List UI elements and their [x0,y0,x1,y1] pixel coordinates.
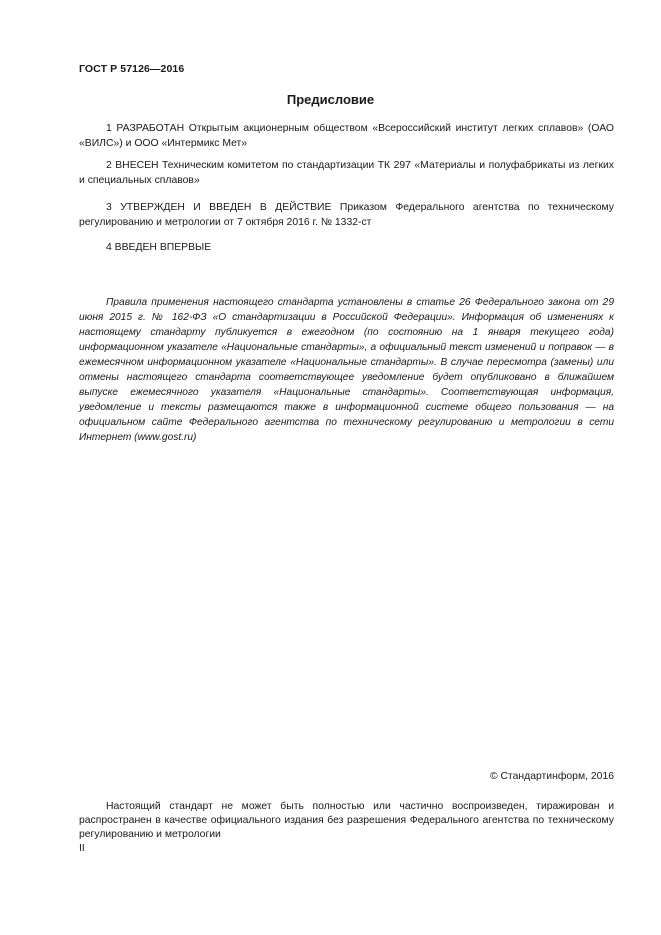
foreword-paragraph-3 [79,200,614,230]
application-rules-note: Правила применения настоящего стандарта установлены в статье 26 Федерального закона от 29 июня 2015 г. № 162-ФЗ «О стандартизации в Российской Федерации». Информация об изменениях к настоящему стандарту публикуется в ежегодном (по состоянию на 1 января текущего года) информационном указателе «Национальные стандарты», а официальный текст изменений и поправок — в ежемесячном информационном указателе «Национальные стандарты». В случае пересмотра (замены) или отмены настоящего стандарта соответствующее уведомление будет опубликовано в ближайшем выпуске ежемесячного указателя «Национальные стандарты». Соответствующая информация, уведомление и тексты размещаются также в информационной системе общего пользования — на официальном сайте Федерального агентства по техническому регулированию и метрологии в сети Интернет (www.gost.ru) [79,297,614,443]
foreword-paragraph-2 [79,158,614,188]
page-title: Предисловие [286,92,375,107]
page-number: II [79,843,85,854]
copyright-line: © Стандартинформ, 2016 [489,771,614,782]
standard-code-header: ГОСТ Р 57126—2016 [79,63,185,75]
paragraph-text: 4 ВВЕДЕН ВПЕРВЫЕ [106,242,212,253]
foreword-paragraph-1 [79,121,614,151]
foreword-paragraph-4 [79,240,614,255]
paragraph-text: 3 УТВЕРЖДЕН И ВВЕДЕН В ДЕЙСТВИЕ Приказом Федерального агентства по техническому регулированию и метрологии от 7 октября 2016 г. № 1332-ст [79,202,614,228]
reproduction-notice: Настоящий стандарт не может быть полностью или частично воспроизведен, тиражирован и распространен в качестве официального издания без разрешения Федерального агентства по техническому регулированию и метрологии [79,801,614,840]
paragraph-text: 2 ВНЕСЕН Техническим комитетом по стандартизации ТК 297 «Материалы и полуфабрикаты из легких и специальных сплавов» [79,160,614,186]
paragraph-text: 1 РАЗРАБОТАН Открытым акционерным обществом «Всероссийский институт легких сплавов» (ОАО «ВИЛС») и ООО «Интермикс Мет» [79,123,614,149]
